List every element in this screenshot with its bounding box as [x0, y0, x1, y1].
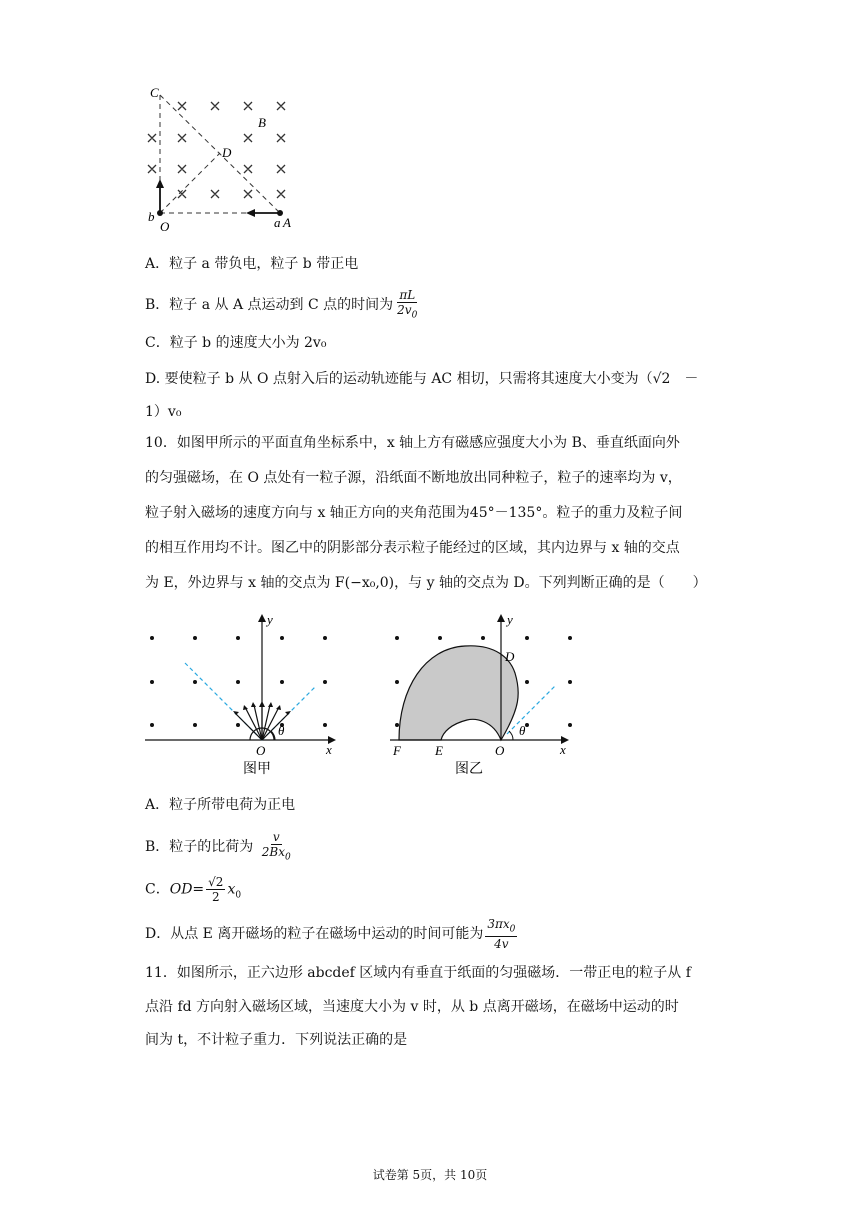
label-D: D	[222, 145, 232, 160]
label-y: y	[507, 612, 513, 627]
q10-option-c: C．OD= $\frac{√2}{2}$ $x_0$	[145, 875, 242, 904]
fraction-v-2Bx0: $\frac{v}{2Bx_0}$	[261, 830, 291, 863]
q10-stem-line3: 粒子射入磁场的速度方向与 x 轴正方向的夹角范围为45°－135°。粒子的重力及粒子间	[145, 505, 683, 521]
figure-yi	[385, 608, 585, 788]
label-B: B	[258, 115, 266, 130]
label-F: F	[393, 743, 401, 758]
q9-option-b: B．粒子 a 从 A 点运动到 C 点的时间为 $\frac{\pi L}{2v_0}$	[145, 288, 418, 321]
label-theta: θ	[519, 723, 526, 738]
q10-stem-line1: 10．如图甲所示的平面直角坐标系中，x 轴上方有磁感应强度大小为 B、垂直纸面向外	[145, 435, 680, 451]
label-a: a	[274, 215, 281, 230]
label-D: D	[505, 649, 515, 664]
label-A: A	[283, 215, 291, 230]
shaded-region	[399, 646, 518, 740]
q10-option-a: A．粒子所带电荷为正电	[145, 797, 296, 813]
q10-stem-line2: 的匀强磁场，在 O 点处有一粒子源，沿纸面不断地放出同种粒子，粒子的速率均为 v，	[145, 470, 682, 486]
q9-option-c: C．粒子 b 的速度大小为 2v₀	[145, 335, 327, 351]
label-C: C	[150, 85, 159, 100]
label-O: O	[160, 219, 170, 234]
page-footer: 试卷第 5页，共 10页	[372, 1168, 488, 1182]
label-O: O	[495, 743, 505, 758]
q9-option-d-line1: D. 要使粒子 b 从 O 点射入后的运动轨迹能与 AC 相切，只需将其速度大小变为（√2 －	[145, 371, 699, 387]
q9-option-d-line2: 1）v₀	[145, 404, 182, 420]
label-y: y	[267, 612, 273, 627]
q10-stem-line5: 为 E，外边界与 x 轴的交点为 F(−x₀,0)，与 y 轴的交点为 D。下列判断正确的是（ ）	[145, 575, 707, 591]
caption-jia: 图甲	[243, 762, 271, 777]
q10-option-b: B．粒子的比荷为 $\frac{v}{2Bx_0}$	[145, 830, 291, 863]
label-b: b	[148, 209, 155, 224]
label-x: x	[326, 742, 332, 757]
figure-jia	[140, 608, 340, 788]
dashed-CA	[160, 95, 280, 213]
caption-yi: 图乙	[455, 762, 483, 777]
fraction-3pix0-4v: $\frac{3\pi x_0}{4v}$	[487, 917, 516, 952]
figure-square-field	[140, 85, 300, 235]
fraction-sqrt2-2: $\frac{√2}{2}$	[208, 875, 224, 904]
q11-stem-line1: 11．如图所示，正六边形 abcdef 区域内有垂直于纸面的匀强磁场．一带正电的粒子从 f	[145, 965, 691, 981]
label-x: x	[560, 742, 566, 757]
q10-stem-line4: 的相互作用均不计。图乙中的阴影部分表示粒子能经过的区域，其内边界与 x 轴的交点	[145, 540, 680, 556]
label-theta: θ	[278, 723, 285, 738]
label-O: O	[256, 743, 266, 758]
q11-stem-line3: 间为 t，不计粒子重力．下列说法正确的是	[145, 1032, 408, 1048]
q10-option-d: D．从点 E 离开磁场的粒子在磁场中运动的时间可能为 $\frac{3\pi x_0}{4v}$	[145, 917, 516, 952]
q11-stem-line2: 点沿 fd 方向射入磁场区域，当速度大小为 v 时，从 b 点离开磁场，在磁场中运动的时	[145, 999, 679, 1015]
q9-option-a: A．粒子 a 带负电，粒子 b 带正电	[145, 256, 359, 272]
fraction-piL-2v0: $\frac{\pi L}{2v_0}$	[397, 288, 418, 321]
label-E: E	[435, 743, 443, 758]
dashed-OD	[160, 153, 220, 213]
